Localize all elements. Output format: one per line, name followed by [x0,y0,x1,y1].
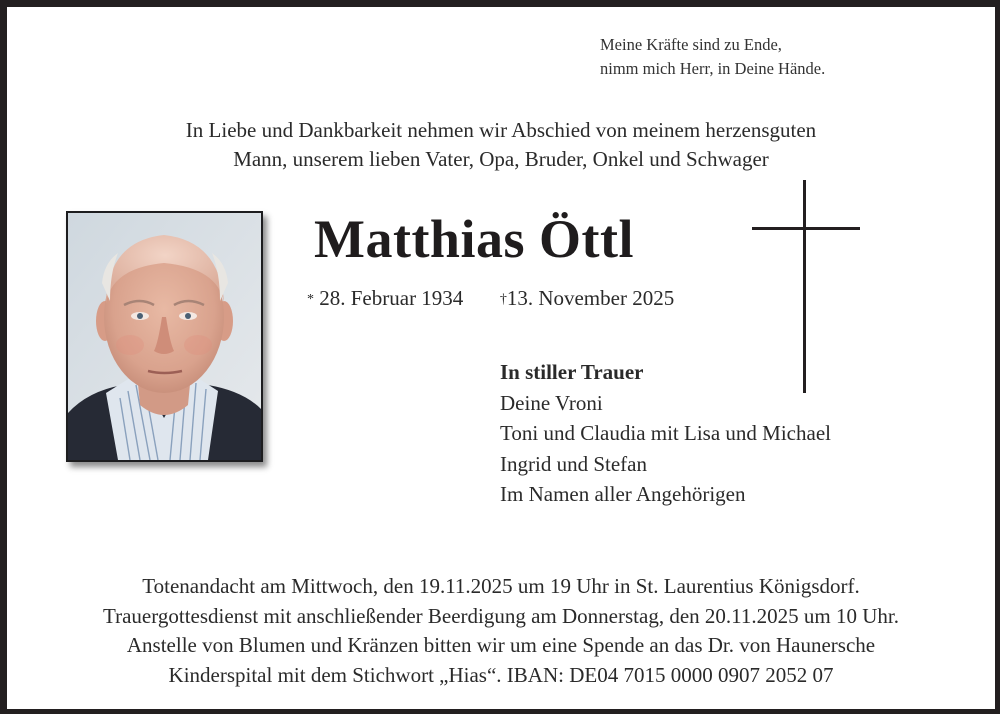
mourners-heading: In stiller Trauer [500,360,644,384]
mourners-list [500,357,831,510]
motto-verse [600,33,825,81]
donation-info: Anstelle von Blumen und Kränzen bitten wir um eine Spende an das Dr. von Haunersche [126,633,876,657]
motto-line: nimm mich Herr, in Deine Hände. [600,59,826,78]
birth-star-icon: * [307,292,314,307]
cross-horizontal-bar [752,227,860,230]
death-dagger-icon: † [499,292,507,307]
life-dates [307,284,674,312]
mourner-entry: Im Namen aller Angehörigen [500,482,746,506]
obituary-notice [7,7,995,709]
funeral-info: Trauergottesdienst mit anschließender Beerdigung am Donnerstag, den 20.11.2025 um 10 Uhr. [103,603,899,628]
donation-iban: Kinderspital mit dem Stichwort „Hias“. IBAN: DE04 7015 0000 0907 2052 07 [168,662,834,687]
motto-line: Meine Kräfte sind zu Ende, [600,35,782,54]
mourner-entry: Ingrid und Stefan [500,451,647,476]
intro-line: In Liebe und Dankbarkeit nehmen wir Abschied von meinem herzensguten [185,118,817,142]
birth-date: 28. Februar 1934 [319,286,464,310]
intro-line: Mann, unserem lieben Vater, Opa, Bruder, Onkel und Schwager [233,147,769,171]
death-date: 13. November 2025 [506,286,675,310]
service-information [7,572,995,690]
mourner-entry: Toni und Claudia mit Lisa und Michael [500,421,831,445]
deceased-name: Matthias Öttl [314,209,634,269]
wake-info: Totenandacht am Mittwoch, den 19.11.2025 um 19 Uhr in St. Laurentius Königsdorf. [142,574,860,598]
portrait-photo [66,211,263,462]
mourner-entry: Deine Vroni [500,390,603,415]
intro-text [7,116,995,174]
portrait-image [68,213,261,460]
